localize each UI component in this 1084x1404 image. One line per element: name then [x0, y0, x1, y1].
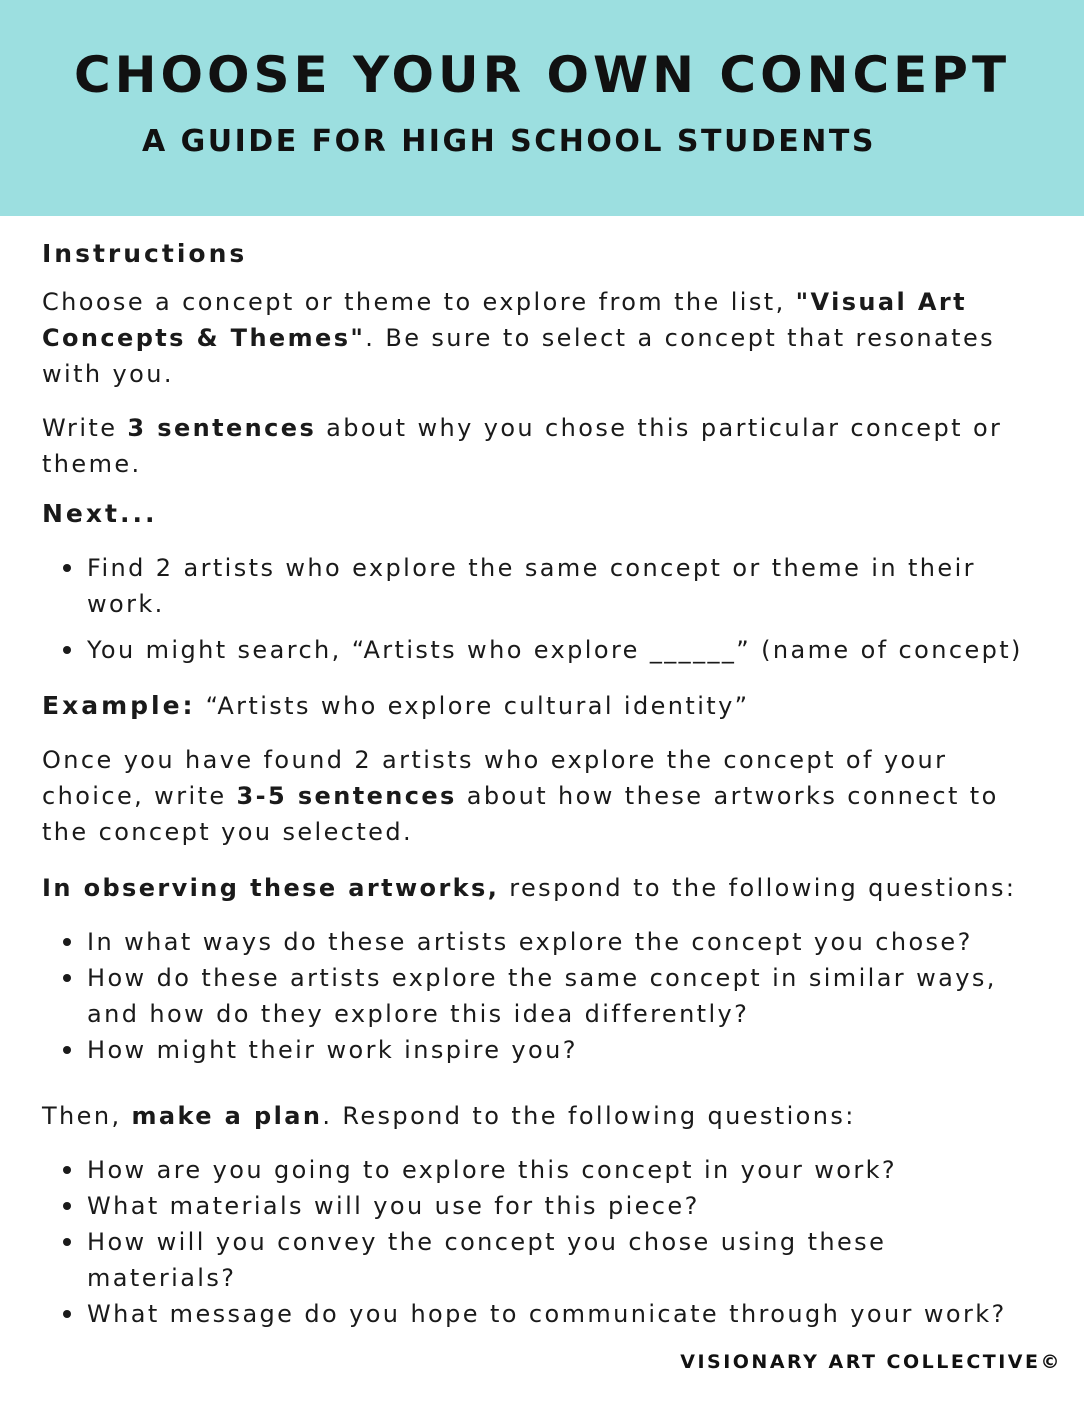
instructions-paragraph-1: Choose a concept or theme to explore from the list, "Visual Art Concepts & Themes". Be sure to select a concept that resonates with you. [42, 288, 996, 388]
next-list [42, 550, 1042, 668]
document-body [42, 236, 1042, 1332]
list-item: Find 2 artists who explore the same concept or theme in their work. [87, 550, 1042, 622]
observe-intro: In observing these artworks, respond to the following questions: [42, 874, 1017, 902]
footer-brand: VISIONARY ART COLLECTIVE© [680, 1351, 1062, 1373]
plan-list [42, 1152, 1042, 1332]
page-title: CHOOSE YOUR OWN CONCEPT [73, 46, 1011, 104]
page-subtitle: A GUIDE FOR HIGH SCHOOL STUDENTS [142, 124, 876, 159]
header-banner [0, 0, 1084, 216]
instructions-heading: Instructions [42, 239, 248, 268]
list-item: How do these artists explore the same concept in similar ways, and how do they explore this idea differently? [87, 960, 1042, 1032]
example-line: Example: “Artists who explore cultural identity” [42, 691, 750, 720]
list-item: How will you convey the concept you chose using these materials? [87, 1224, 1042, 1296]
list-item: How might their work inspire you? [87, 1032, 1042, 1068]
once-paragraph: Once you have found 2 artists who explore the concept of your choice, write 3-5 sentences about how these artworks connect to the concept you selected. [42, 746, 999, 846]
list-item: How are you going to explore this concept in your work? [87, 1152, 1042, 1188]
list-item: You might search, “Artists who explore ______” (name of concept) [87, 632, 1042, 668]
list-item: What materials will you use for this piece? [87, 1188, 1042, 1224]
list-item: What message do you hope to communicate through your work? [87, 1296, 1042, 1332]
list-item: In what ways do these artists explore the concept you chose? [87, 924, 1042, 960]
instructions-paragraph-2: Write 3 sentences about why you chose this particular concept or theme. [42, 414, 1003, 478]
observe-list [42, 924, 1042, 1068]
plan-intro: Then, make a plan. Respond to the following questions: [42, 1102, 856, 1130]
next-heading: Next... [42, 499, 158, 528]
